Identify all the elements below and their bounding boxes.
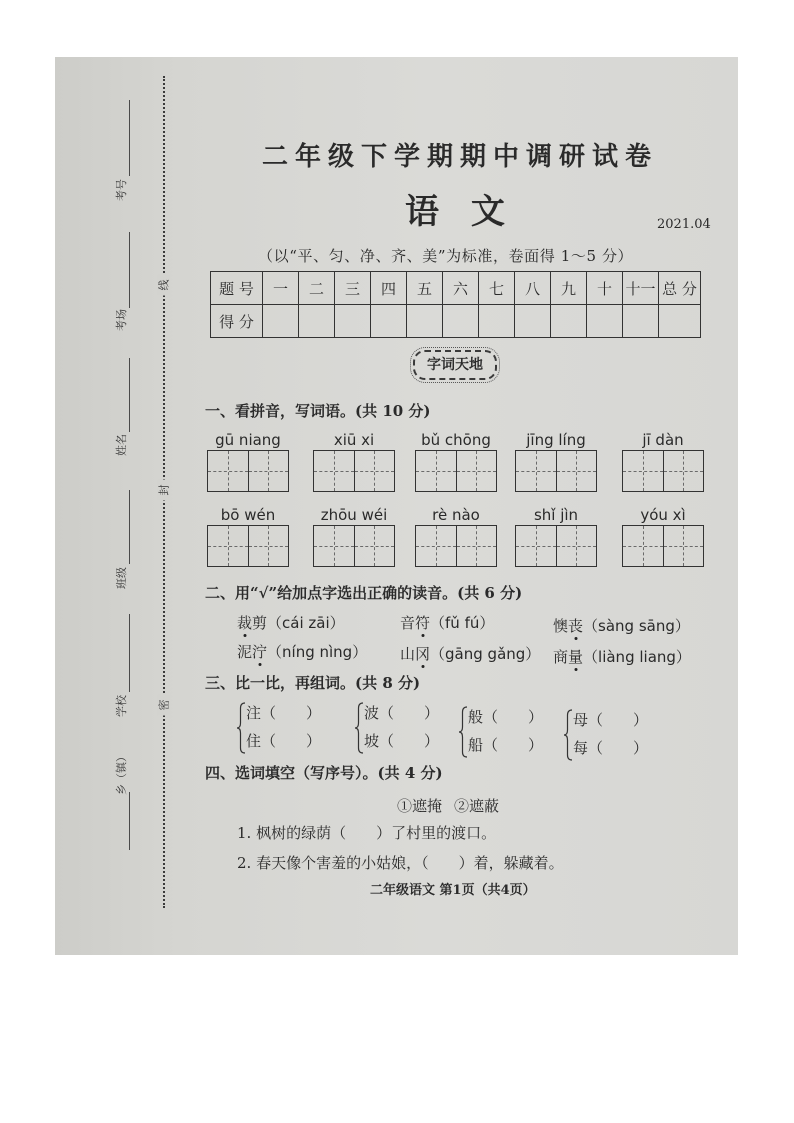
score-cell	[371, 305, 407, 338]
name-label: 姓名	[115, 434, 128, 456]
column-header: 七	[479, 272, 515, 305]
tianzige-box	[622, 525, 704, 567]
tianzige-box	[515, 525, 597, 567]
row-label-score: 得 分	[211, 305, 263, 338]
compare-word: 波（ ）	[364, 704, 440, 722]
question-2-heading: 二、用“√”给加点字选出正确的读音。(共 6 分)	[205, 584, 523, 602]
pinyin-text: bǔ chōng	[421, 431, 491, 449]
column-header: 四	[371, 272, 407, 305]
writing-cell	[416, 451, 456, 491]
tianzige-box	[207, 450, 289, 492]
pinyin-text: jī dàn	[642, 431, 684, 449]
writing-cell	[248, 526, 289, 566]
pinyin-text: bō wén	[220, 506, 276, 524]
writing-cell	[456, 526, 497, 566]
score-cell	[515, 305, 551, 338]
writing-cell	[556, 526, 597, 566]
score-cell	[263, 305, 299, 338]
writing-cell	[416, 526, 456, 566]
word-choice: ①遮掩	[397, 797, 443, 815]
field-underline	[129, 490, 130, 564]
writing-cell	[623, 526, 663, 566]
column-header: 六	[443, 272, 479, 305]
pinyin-options: （níng nìng）	[267, 643, 368, 661]
subject-title: 语 文	[405, 192, 515, 232]
pinyin-options: （fǔ fú）	[430, 614, 495, 632]
dotted-char: 符	[415, 614, 431, 632]
exam-room-label: 考场	[115, 309, 128, 331]
tianzige-box	[313, 525, 395, 567]
writing-cell	[208, 451, 248, 491]
field-underline	[129, 232, 130, 308]
score-cell	[443, 305, 479, 338]
left-brace-icon	[236, 702, 246, 754]
pinyin-options: （gāng gǎng）	[430, 645, 541, 663]
seal-mark-secret: 密	[158, 695, 171, 716]
tianzige-box	[207, 525, 289, 567]
column-header: 十	[587, 272, 623, 305]
score-table-score-row	[211, 305, 701, 338]
section-banner: 字词天地	[413, 350, 497, 380]
writing-cell	[248, 451, 289, 491]
field-underline	[129, 358, 130, 432]
dotted-char: 冈	[415, 645, 431, 663]
column-header: 一	[263, 272, 299, 305]
township-label: 乡（镇）	[115, 751, 128, 795]
score-table	[210, 271, 701, 338]
plain-char: 懊	[553, 617, 569, 635]
compare-word: 般（ ）	[468, 708, 544, 726]
fill-in-sentence: 1. 枫树的绿荫（ ）了村里的渡口。	[237, 824, 497, 842]
word-choice: ②遮蔽	[454, 797, 500, 815]
compare-word: 每（ ）	[573, 739, 649, 757]
score-cell	[407, 305, 443, 338]
writing-cell	[456, 451, 497, 491]
question-3-heading: 三、比一比，再组词。(共 8 分)	[205, 674, 421, 692]
compare-word: 母（ ）	[573, 711, 649, 729]
score-table-header-row	[211, 272, 701, 305]
dotted-char: 丧	[568, 617, 584, 635]
pinyin-writing-item	[415, 431, 497, 492]
writing-cell	[556, 451, 597, 491]
plain-char: 剪	[252, 614, 268, 632]
pinyin-writing-item	[313, 506, 395, 567]
reading-choice-item	[237, 643, 367, 661]
tianzige-box	[415, 450, 497, 492]
plain-char: 泥	[237, 643, 253, 661]
pinyin-writing-item	[622, 506, 704, 567]
column-header: 八	[515, 272, 551, 305]
pinyin-writing-item	[207, 506, 289, 567]
fill-in-sentence: 2. 春天像个害羞的小姑娘，（ ）着，躲藏着。	[237, 854, 564, 872]
writing-cell	[663, 451, 704, 491]
question-4-heading: 四、选词填空（写序号）。(共 4 分)	[205, 764, 443, 782]
column-header-total: 总 分	[659, 272, 701, 305]
score-cell	[587, 305, 623, 338]
seal-mark-seal: 封	[158, 480, 171, 501]
plain-char: 商	[553, 648, 569, 666]
writing-cell	[208, 526, 248, 566]
pinyin-options: （liàng liang）	[583, 648, 691, 666]
score-cell-total	[659, 305, 701, 338]
writing-cell	[623, 451, 663, 491]
dotted-char: 泞	[252, 643, 268, 661]
seal-mark-line: 线	[158, 275, 171, 296]
writing-cell	[663, 526, 704, 566]
score-cell	[551, 305, 587, 338]
tianzige-box	[515, 450, 597, 492]
word-choices	[397, 797, 499, 815]
pinyin-options: （sàng sāng）	[583, 617, 690, 635]
pinyin-text: rè nào	[432, 506, 480, 524]
tianzige-box	[415, 525, 497, 567]
compare-word: 坡（ ）	[364, 732, 440, 750]
reading-choice-item	[400, 614, 494, 632]
pinyin-writing-item	[207, 431, 289, 492]
compare-word: 注（ ）	[246, 704, 322, 722]
pinyin-text: zhōu wéi	[320, 506, 388, 524]
row-label-question-number: 题 号	[211, 272, 263, 305]
left-brace-icon	[458, 706, 468, 758]
compare-group	[563, 709, 653, 761]
school-label: 学校	[115, 695, 128, 717]
pinyin-text: yóu xì	[640, 506, 686, 524]
exam-date: 2021.04	[657, 217, 711, 232]
compare-word: 船（ ）	[468, 736, 544, 754]
pinyin-text: shǐ jìn	[533, 506, 579, 524]
writing-cell	[516, 451, 556, 491]
column-header: 九	[551, 272, 587, 305]
plain-char: 音	[400, 614, 416, 632]
reading-choice-item	[553, 617, 690, 635]
compare-group	[458, 706, 548, 758]
column-header: 二	[299, 272, 335, 305]
pinyin-options: （cái zāi）	[267, 614, 345, 632]
column-header: 十一	[623, 272, 659, 305]
writing-cell	[516, 526, 556, 566]
tianzige-box	[313, 450, 395, 492]
field-underline	[129, 614, 130, 692]
dotted-char: 裁	[237, 614, 253, 632]
pinyin-writing-item	[515, 431, 597, 492]
pinyin-text: gū niang	[215, 431, 281, 449]
writing-cell	[314, 526, 354, 566]
reading-choice-item	[400, 645, 540, 663]
page-footer: 二年级语文 第1页（共4页）	[370, 883, 536, 898]
field-underline	[129, 100, 130, 176]
left-brace-icon	[563, 709, 573, 761]
left-brace-icon	[354, 702, 364, 754]
compare-word: 住（ ）	[246, 732, 322, 750]
writing-cell	[314, 451, 354, 491]
writing-cell	[354, 526, 395, 566]
pinyin-text: xiū xi	[333, 431, 375, 449]
question-1-heading: 一、看拼音，写词语。(共 10 分)	[205, 402, 431, 420]
plain-char: 山	[400, 645, 416, 663]
compare-group	[354, 702, 444, 754]
class-label: 班级	[115, 567, 128, 589]
reading-choice-item	[553, 648, 691, 666]
column-header: 三	[335, 272, 371, 305]
score-cell	[479, 305, 515, 338]
pinyin-writing-item	[313, 431, 395, 492]
field-underline	[129, 792, 130, 850]
neatness-note: （以“平、匀、净、齐、美”为标准，卷面得 1～5 分）	[258, 247, 634, 265]
pinyin-writing-item	[415, 506, 497, 567]
exam-title: 二年级下学期期中调研试卷	[262, 142, 659, 172]
score-cell	[299, 305, 335, 338]
pinyin-text: jīng líng	[526, 431, 586, 449]
score-cell	[623, 305, 659, 338]
writing-cell	[354, 451, 395, 491]
tianzige-box	[622, 450, 704, 492]
reading-choice-item	[237, 614, 345, 632]
exam-number-label: 考号	[115, 179, 128, 201]
compare-group	[236, 702, 326, 754]
column-header: 五	[407, 272, 443, 305]
dotted-char: 量	[568, 648, 584, 666]
pinyin-writing-item	[622, 431, 704, 492]
score-cell	[335, 305, 371, 338]
pinyin-writing-item	[515, 506, 597, 567]
